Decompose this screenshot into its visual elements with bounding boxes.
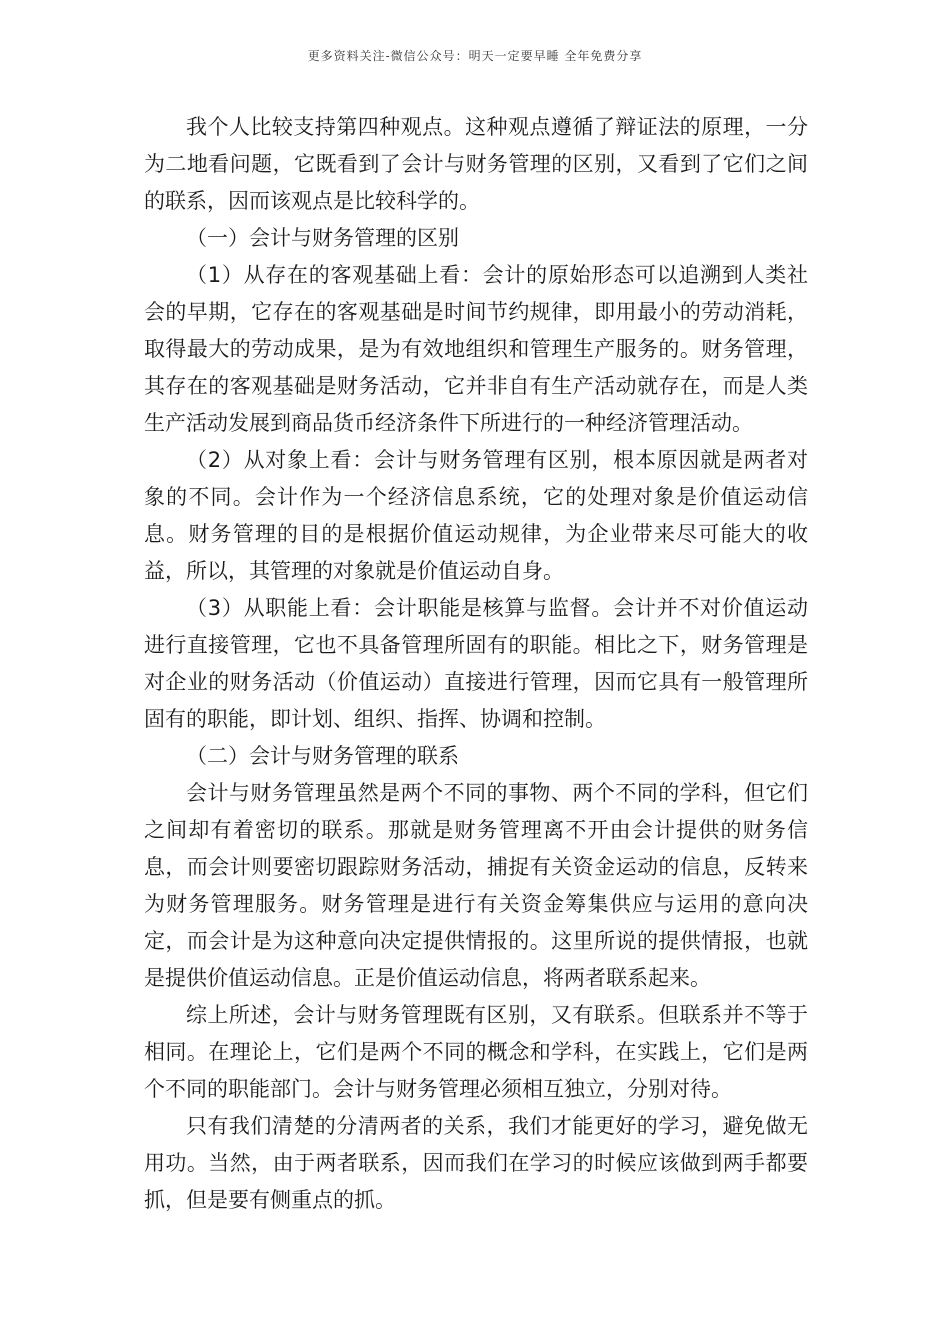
paragraph-relations: 会计与财务管理虽然是两个不同的事物、两个不同的学科，但它们之间却有着密切的联系。那就是财务管理离不开由会计提供的财务信息，而会计则要密切跟踪财务活动，捕捉有关资金运动的信息，反转来为财务管理服务。财务管理是进行有关资金筹集供应与运用的意向决定，而会计是为这种意向决定提供情报的。这里所说的提供情报，也就是提供价值运动信息。正是价值运动信息，将两者联系起来。 (144, 781, 808, 990)
section-heading-relations: （二）会计与财务管理的联系 (186, 744, 459, 768)
paragraph-summary: 综上所述，会计与财务管理既有区别，又有联系。但联系并不等于相同。在理论上，它们是两个不同的概念和学科，在实践上，它们是两个不同的职能部门。会计与财务管理必须相互独立，分别对待。 (144, 1003, 808, 1101)
paragraph-objective-basis: （1）从存在的客观基础上看：会计的原始形态可以追溯到人类社会的早期，它存在的客观基础是时间节约规律，即用最小的劳动消耗，取得最大的劳动成果，是为有效地组织和管理生产服务的。财务管理，其存在的客观基础是财务活动，它并非自有生产活动就存在，而是人类生产活动发展到商品货币经济条件下所进行的一种经济管理活动。 (144, 263, 808, 435)
paragraph-conclusion: 只有我们清楚的分清两者的关系，我们才能更好的学习，避免做无用功。当然，由于两者联系，因而我们在学习的时候应该做到两手都要抓，但是要有侧重点的抓。 (144, 1114, 808, 1212)
paragraph-object: （2）从对象上看：会计与财务管理有区别，根本原因就是两者对象的不同。会计作为一个经济信息系统，它的处理对象是价值运动信息。财务管理的目的是根据价值运动规律，为企业带来尽可能大的收益，所以，其管理的对象就是价值运动自身。 (144, 448, 808, 583)
paragraph-intro: 我个人比较支持第四种观点。这种观点遵循了辩证法的原理，一分为二地看问题，它既看到了会计与财务管理的区别，又看到了它们之间的联系，因而该观点是比较科学的。 (144, 115, 808, 213)
page-header-note: 更多资料关注-微信公众号：明天一定要早睡 全年免费分享 (307, 49, 643, 63)
paragraph-function: （3）从职能上看：会计职能是核算与监督。会计并不对价值运动进行直接管理，它也不具备管理所固有的职能。相比之下，财务管理是对企业的财务活动（价值运动）直接进行管理，因而它具有一般管理所固有的职能，即计划、组织、指挥、协调和控制。 (144, 596, 808, 731)
document-body (144, 109, 808, 1219)
section-heading-differences: （一）会计与财务管理的区别 (186, 226, 459, 250)
